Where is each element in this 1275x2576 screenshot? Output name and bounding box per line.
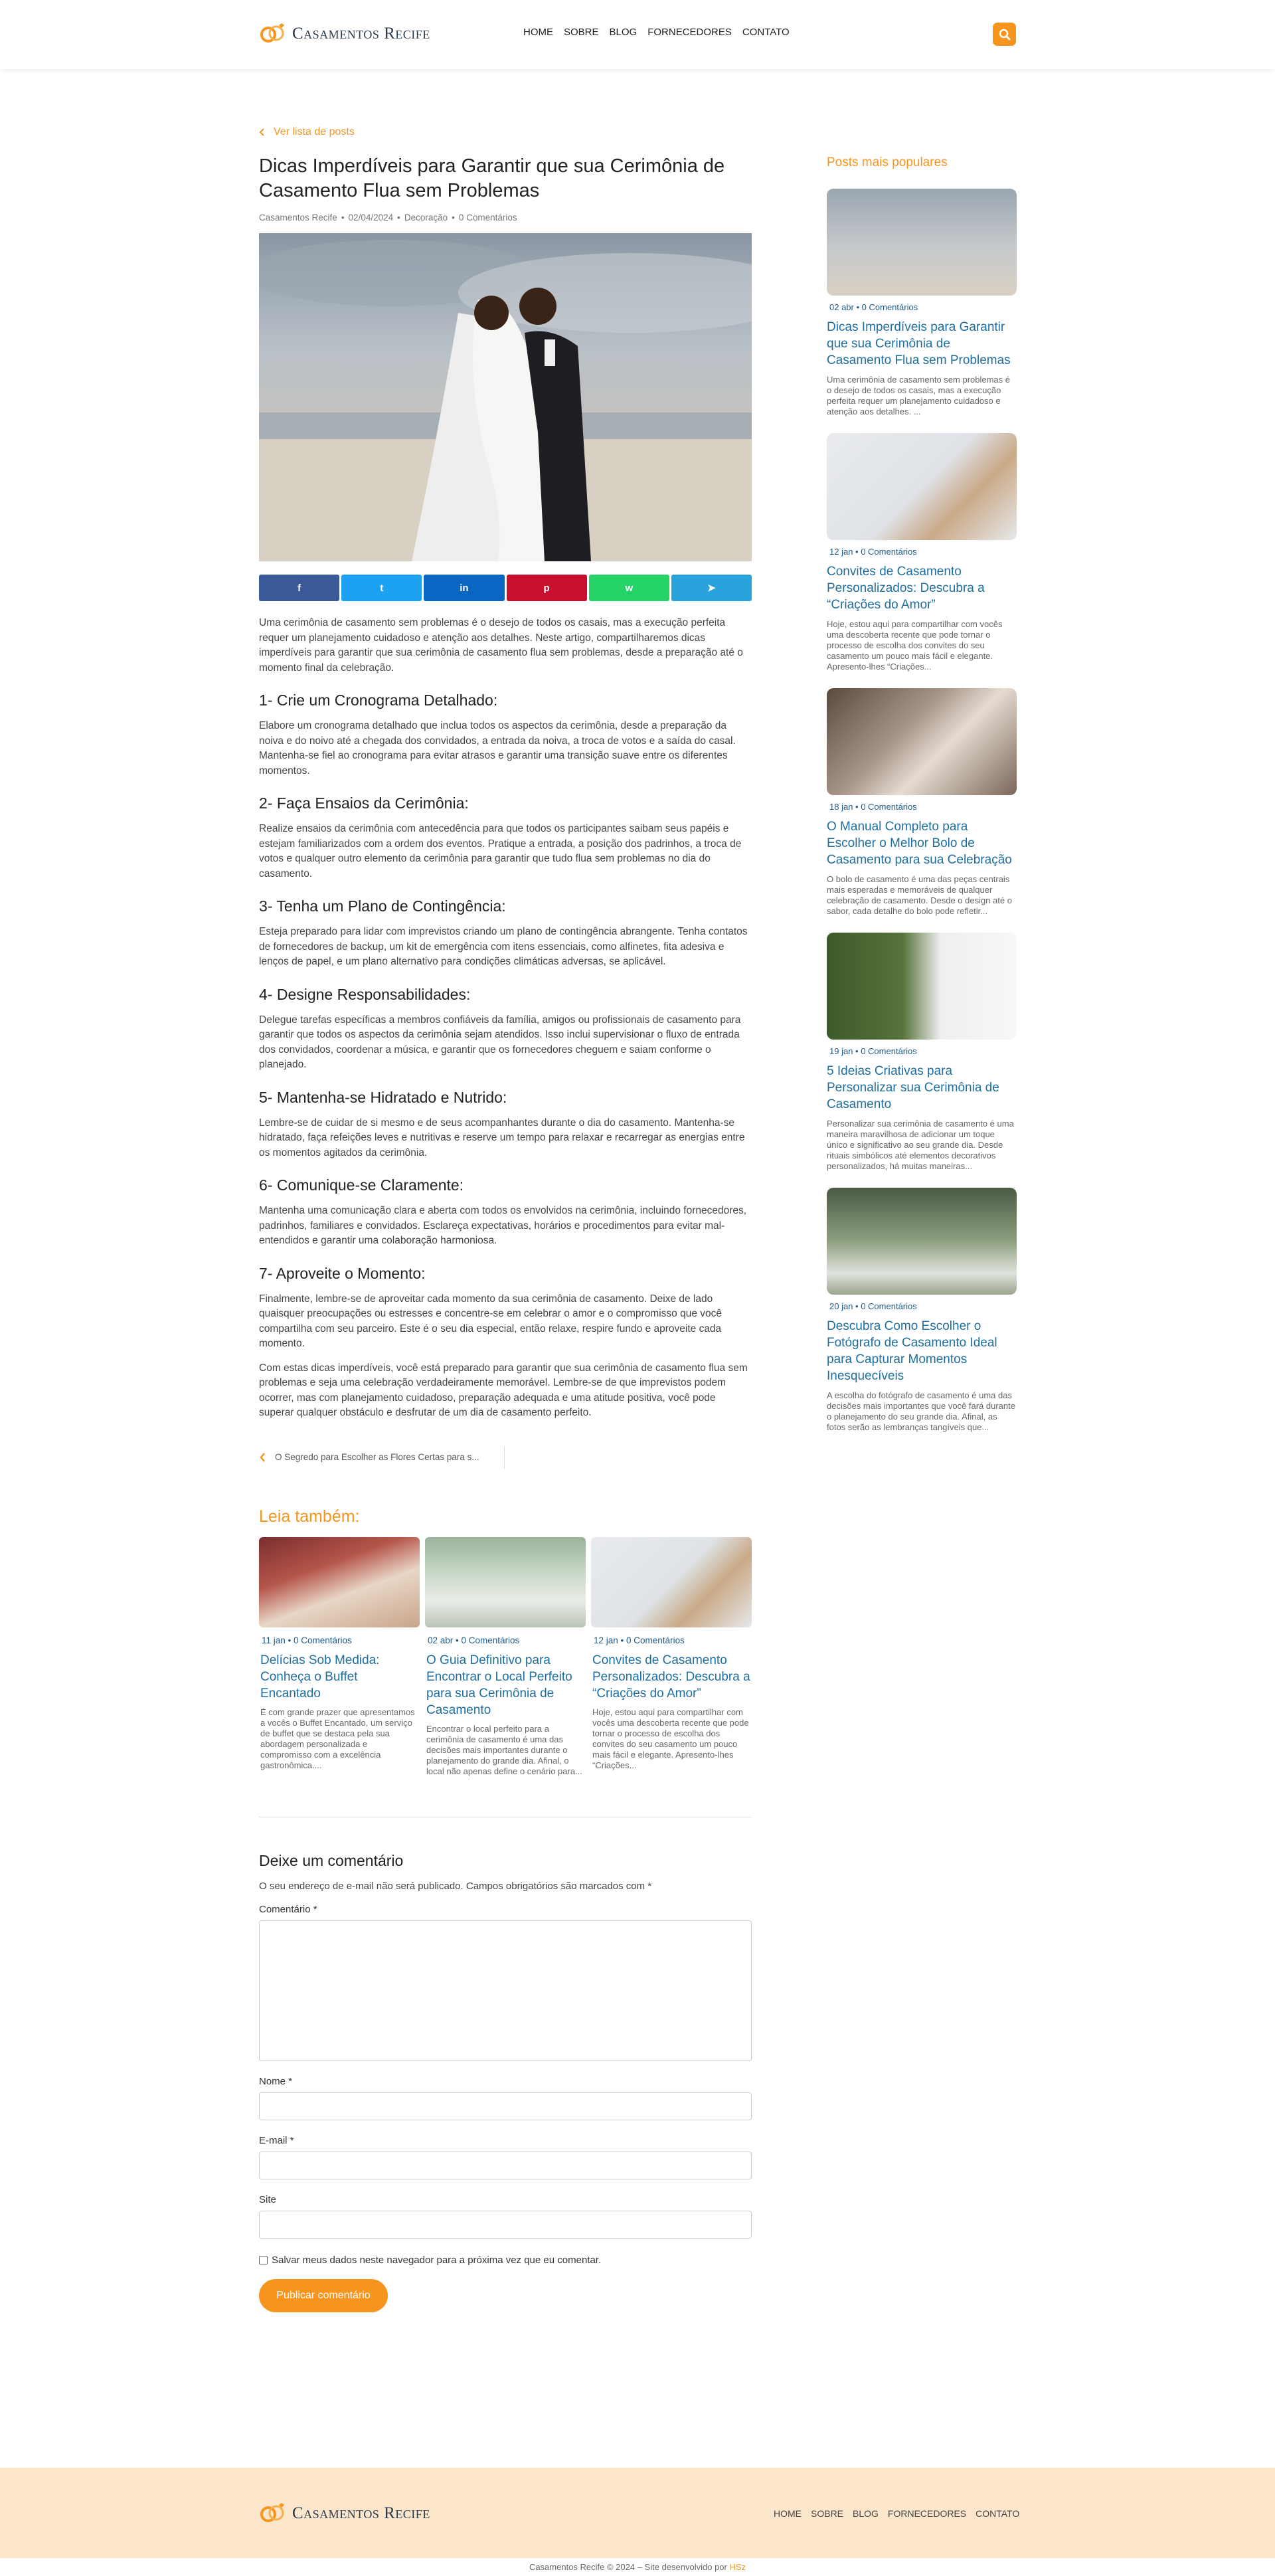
section-heading: 6- Comunique-se Claramente: bbox=[259, 1176, 464, 1194]
popular-post-meta bbox=[827, 802, 1017, 812]
share-facebook-button[interactable] bbox=[259, 575, 339, 601]
section-heading: 7- Aproveite o Momento: bbox=[259, 1264, 426, 1282]
related-post-excerpt: É com grande prazer que apresentamos a vocês o Buffet Encantado, um serviço de buffet que se destaca pela sua abordagem personalizada e compromisso com a excelência gastronômica.... bbox=[260, 1706, 415, 1770]
section-text: Mantenha uma comunicação clara e aberta com todos os envolvidos na cerimônia, incluindo fornecedores, padrinhos, familiares e convidados. Esclareça expectativas, horários e procedimentos para evitar mal-entendidos e garantir uma colaboração harmoniosa. bbox=[259, 1205, 747, 1246]
share-twitter-button[interactable] bbox=[341, 575, 422, 601]
popular-post-meta bbox=[827, 302, 1017, 312]
share-buttons bbox=[259, 575, 752, 601]
post-date: 02/04/2024 bbox=[348, 213, 394, 223]
popular-post-image[interactable] bbox=[827, 688, 1017, 795]
related-post-comments[interactable]: 0 Comentários bbox=[294, 1635, 352, 1645]
name-label: Nome * bbox=[259, 2075, 293, 2087]
post-content bbox=[259, 126, 752, 2312]
meta-separator: • bbox=[853, 1301, 861, 1311]
related-post-date: 12 jan bbox=[594, 1635, 618, 1645]
related-post-excerpt: Hoje, estou aqui para compartilhar com vocês uma descoberta recente que pode tornar o processo de escolha dos convites do seu casamento um pouco mais fácil e elegante. Apresento-lhes “Criações... bbox=[592, 1706, 749, 1770]
popular-post-meta bbox=[827, 1301, 1017, 1311]
popular-post-excerpt: A escolha do fotógrafo de casamento é uma das decisões mais importantes que você fará durante o planejamento do seu grande dia. Afinal, as fotos serão as lembranças tangíveis que... bbox=[827, 1390, 1015, 1432]
post-meta bbox=[259, 213, 752, 223]
footer-logo[interactable] bbox=[259, 2502, 430, 2525]
share-telegram-button[interactable] bbox=[671, 575, 752, 601]
related-post-meta bbox=[259, 1635, 420, 1645]
site-logo[interactable] bbox=[259, 23, 430, 45]
popular-posts-list bbox=[827, 189, 1017, 1433]
meta-separator: • bbox=[452, 213, 455, 223]
nav-blog[interactable]: BLOG bbox=[609, 27, 638, 38]
save-data-label: Salvar meus dados neste navegador para a próxima vez que eu comentar. bbox=[272, 2254, 602, 2266]
telegram-icon: ➤ bbox=[707, 583, 716, 594]
whatsapp-icon: w bbox=[625, 582, 634, 594]
section-text: Esteja preparado para lidar com imprevistos criando um plano de contingência abrangente. Tenha contatos de fornecedores de backup, um kit de emergência com itens essenciais, como alfinetes, fita adesiva e lenços de papel, e um plano alternativo para condições climáticas adversas, se aplicável. bbox=[259, 926, 748, 967]
related-post-title[interactable]: Convites de Casamento Personalizados: Descubra a “Criações do Amor” bbox=[592, 1653, 750, 1701]
name-field[interactable] bbox=[259, 2092, 752, 2120]
site-label: Site bbox=[259, 2193, 276, 2205]
post-intro: Uma cerimônia de casamento sem problemas é o desejo de todos os casais, mas a execução perfeita requer um planejamento cuidadoso e atenção aos detalhes. Neste artigo, compartilharemos dicas imperdíveis para garantir que sua cerimônia de casamento flua sem problemas, desde a preparação até o momento final da celebração. bbox=[259, 617, 743, 674]
popular-post-excerpt: Personalizar sua cerimônia de casamento é uma maneira maravilhosa de adicionar um toque único e significativo ao seu grande dia. Desde rituais simbólicos até elementos decorativos personalizados, há muitas maneiras... bbox=[827, 1119, 1014, 1171]
related-post-excerpt: Encontrar o local perfeito para a cerimônia de casamento é uma das decisões mais importantes durante o planejamento do grande dia. Afinal, o local não apenas define o cenário para... bbox=[426, 1723, 582, 1776]
submit-comment-button[interactable]: Publicar comentário bbox=[259, 2279, 388, 2312]
footer-nav-contato[interactable]: CONTATO bbox=[976, 2508, 1020, 2519]
copyright bbox=[0, 2558, 1275, 2576]
related-post-title[interactable]: Delícias Sob Medida: Conheça o Buffet Encantado bbox=[260, 1653, 380, 1701]
post-closing: Com estas dicas imperdíveis, você está preparado para garantir que sua cerimônia de casamento flua sem problemas e seja uma celebração verdadeiramente memorável. Lembre-se de que imprevistos podem ocorrer, mas com planejamento cuidadoso, preparação adequada e uma atitude positiva, você pode superar qualquer obstáculo e desfrutar de um dia de casamento perfeito. bbox=[259, 1362, 748, 1418]
post-category[interactable]: Decoração bbox=[404, 213, 448, 223]
meta-separator: • bbox=[853, 1046, 861, 1056]
pinterest-icon: p bbox=[543, 582, 550, 594]
related-heading: Leia também: bbox=[259, 1507, 360, 1526]
comment-label: Comentário * bbox=[259, 1903, 317, 1915]
related-post-image[interactable] bbox=[425, 1537, 586, 1627]
footer-nav-fornecedores[interactable]: FORNECEDORES bbox=[887, 2508, 967, 2519]
comment-heading: Deixe um comentário bbox=[259, 1851, 404, 1869]
chevron-left-icon bbox=[259, 128, 264, 136]
logo-text: Casamentos Recife bbox=[292, 25, 430, 43]
popular-post-title[interactable]: 5 Ideias Criativas para Personalizar sua Cerimônia de Casamento bbox=[827, 1064, 999, 1111]
meta-separator: • bbox=[853, 547, 861, 557]
email-field[interactable] bbox=[259, 2152, 752, 2179]
popular-post-excerpt: Hoje, estou aqui para compartilhar com vocês uma descoberta recente que pode tornar o processo de escolha dos convites do seu casamento um pouco mais fácil e elegante. Apresento-lhes “Criações... bbox=[827, 619, 1003, 672]
post-hero-image bbox=[259, 233, 752, 561]
section-text: Lembre-se de cuidar de si mesmo e de seus acompanhantes durante o dia do casamento. Mantenha-se hidratado, faça refeições leves e nutritivas e reserve um tempo para relaxar e recarregar as energias entre os momentos agitados da cerimônia. bbox=[259, 1117, 745, 1158]
popular-post-date: 20 jan bbox=[829, 1301, 853, 1311]
meta-separator: • bbox=[341, 213, 345, 223]
popular-post-date: 19 jan bbox=[829, 1046, 853, 1056]
related-post-title[interactable]: O Guia Definitivo para Encontrar o Local Perfeito para sua Cerimônia de Casamento bbox=[426, 1653, 572, 1717]
section-text: Finalmente, lembre-se de aproveitar cada momento da sua cerimônia de casamento. Deixe de lado quaisquer preocupações ou estresses e concentre-se em celebrar o amor e o compromisso que você compartilha com seu parceiro. Este é o seu dia especial, então relaxe, respire fundo e aproveite cada momento. bbox=[259, 1293, 722, 1349]
section-heading: 4- Designe Responsabilidades: bbox=[259, 985, 471, 1003]
nav-home[interactable]: HOME bbox=[523, 27, 553, 38]
popular-post-image[interactable] bbox=[827, 933, 1017, 1040]
footer-nav bbox=[774, 2508, 1019, 2519]
meta-separator: • bbox=[853, 302, 862, 312]
popular-post-comments[interactable]: 0 Comentários bbox=[861, 1301, 917, 1311]
popular-post-comments[interactable]: 0 Comentários bbox=[861, 1046, 917, 1056]
related-post-comments[interactable]: 0 Comentários bbox=[461, 1635, 520, 1645]
popular-post-card[interactable] bbox=[827, 433, 1017, 672]
related-post-image[interactable] bbox=[591, 1537, 752, 1627]
popular-post-comments[interactable]: 0 Comentários bbox=[861, 302, 918, 312]
meta-separator: • bbox=[285, 1635, 294, 1645]
email-label: E-mail * bbox=[259, 2134, 294, 2146]
back-to-posts-link[interactable] bbox=[259, 126, 752, 138]
post-comments-count[interactable]: 0 Comentários bbox=[458, 213, 517, 223]
meta-separator: • bbox=[397, 213, 400, 223]
popular-post-comments[interactable]: 0 Comentários bbox=[861, 547, 917, 557]
copyright-text: Casamentos Recife © 2024 – Site desenvolvido por bbox=[529, 2562, 727, 2572]
popular-post-date: 18 jan bbox=[829, 802, 853, 812]
popular-post-meta bbox=[827, 547, 1017, 557]
save-data-checkbox[interactable] bbox=[259, 2256, 268, 2264]
share-linkedin-button[interactable] bbox=[424, 575, 504, 601]
popular-post-title[interactable]: Descubra Como Escolher o Fotógrafo de Casamento Ideal para Capturar Momentos Inesquecíveis bbox=[827, 1319, 997, 1383]
related-post-date: 11 jan bbox=[262, 1635, 286, 1645]
related-post-card[interactable] bbox=[259, 1537, 420, 1777]
footer-nav-blog[interactable]: BLOG bbox=[853, 2508, 879, 2519]
popular-post-image[interactable] bbox=[827, 189, 1017, 296]
footer-nav-home[interactable]: HOME bbox=[774, 2508, 802, 2519]
facebook-icon: f bbox=[298, 582, 301, 594]
search-icon bbox=[999, 29, 1011, 41]
popular-post-image[interactable] bbox=[827, 1188, 1017, 1295]
related-post-card[interactable] bbox=[425, 1537, 586, 1777]
wedding-couple-beach-image bbox=[259, 233, 752, 561]
popular-post-title[interactable]: Convites de Casamento Personalizados: Descubra a “Criações do Amor” bbox=[827, 565, 985, 612]
related-post-card[interactable] bbox=[591, 1537, 752, 1777]
nav-fornecedores[interactable]: FORNECEDORES bbox=[647, 27, 732, 38]
main-nav bbox=[523, 27, 790, 38]
search-button[interactable] bbox=[993, 23, 1016, 46]
save-data-row bbox=[259, 2254, 752, 2266]
popular-post-title[interactable]: O Manual Completo para Escolher o Melhor Bolo de Casamento para sua Celebração bbox=[827, 820, 1012, 867]
post-author[interactable]: Casamentos Recife bbox=[259, 213, 337, 223]
nav-sobre[interactable]: SOBRE bbox=[564, 27, 599, 38]
meta-separator: • bbox=[618, 1635, 627, 1645]
related-post-meta bbox=[591, 1635, 752, 1645]
post-sections bbox=[259, 691, 752, 1352]
popular-post-date: 12 jan bbox=[829, 547, 853, 557]
footer-nav-sobre[interactable]: SOBRE bbox=[811, 2508, 844, 2519]
share-pinterest-button[interactable] bbox=[507, 575, 587, 601]
rings-logo-icon bbox=[259, 2502, 287, 2525]
twitter-icon: t bbox=[380, 582, 384, 594]
previous-post-link[interactable] bbox=[259, 1446, 505, 1469]
nav-contato[interactable]: CONTATO bbox=[742, 27, 790, 38]
footer-logo-text: Casamentos Recife bbox=[292, 2504, 430, 2522]
meta-separator: • bbox=[853, 802, 861, 812]
related-post-date: 02 abr bbox=[428, 1635, 454, 1645]
related-post-meta bbox=[425, 1635, 586, 1645]
post-title: Dicas Imperdíveis para Garantir que sua Cerimônia de Casamento Flua sem Problemas bbox=[259, 155, 725, 201]
site-header bbox=[0, 0, 1275, 69]
section-heading: 3- Tenha um Plano de Contingência: bbox=[259, 897, 506, 915]
developer-link[interactable]: HSz bbox=[729, 2562, 746, 2572]
popular-post-card[interactable] bbox=[827, 189, 1017, 417]
back-link-label: Ver lista de posts bbox=[274, 126, 355, 138]
popular-post-card[interactable] bbox=[827, 1188, 1017, 1433]
previous-post-title: O Segredo para Escolher as Flores Certas para s... bbox=[275, 1452, 479, 1462]
popular-post-excerpt: O bolo de casamento é uma das peças centrais mais esperadas e memoráveis de qualquer celebração de casamento. Desde o design até o sabor, cada detalhe do bolo pode refletir... bbox=[827, 874, 1012, 916]
section-heading: 5- Mantenha-se Hidratado e Nutrido: bbox=[259, 1088, 507, 1106]
section-text: Delegue tarefas específicas a membros confiáveis da família, amigos ou profissionais de casamento para garantir que todos os aspectos da cerimônia sejam atendidos. Isso inclui supervisionar o fluxo de entrada dos convidados, coordenar a música, e garantir que os fornecedores cheguem e saiam conforme o planejado. bbox=[259, 1014, 741, 1070]
linkedin-icon: in bbox=[460, 582, 469, 594]
sidebar-heading: Posts mais populares bbox=[827, 155, 948, 169]
site-footer bbox=[0, 2468, 1275, 2558]
section-heading: 1- Crie um Cronograma Detalhado: bbox=[259, 691, 498, 709]
sidebar bbox=[827, 155, 1017, 1433]
related-posts bbox=[259, 1537, 752, 1777]
popular-post-card[interactable] bbox=[827, 688, 1017, 917]
popular-post-image[interactable] bbox=[827, 433, 1017, 540]
popular-post-date: 02 abr bbox=[829, 302, 854, 312]
section-text: Elabore um cronograma detalhado que inclua todos os aspectos da cerimônia, desde a preparação da noiva e do noivo até a chegada dos convidados, a entrada da noiva, a troca de votos e a saída do casal. Mantenha-se fiel ao cronograma para evitar atrasos e garantir uma transição suave entre os diferentes momentos. bbox=[259, 720, 736, 777]
share-whatsapp-button[interactable] bbox=[589, 575, 669, 601]
section-heading: 2- Faça Ensaios da Cerimônia: bbox=[259, 794, 469, 812]
chevron-left-icon bbox=[259, 1452, 266, 1463]
comment-textarea[interactable] bbox=[259, 1920, 752, 2061]
popular-post-title[interactable]: Dicas Imperdíveis para Garantir que sua Cerimônia de Casamento Flua sem Problemas bbox=[827, 320, 1011, 367]
site-field[interactable] bbox=[259, 2211, 752, 2239]
related-post-comments[interactable]: 0 Comentários bbox=[626, 1635, 685, 1645]
popular-post-excerpt: Uma cerimônia de casamento sem problemas é o desejo de todos os casais, mas a execução perfeita requer um planejamento cuidadoso e atenção aos detalhes. ... bbox=[827, 375, 1011, 416]
meta-separator: • bbox=[453, 1635, 462, 1645]
popular-post-meta bbox=[827, 1046, 1017, 1056]
rings-logo-icon bbox=[259, 23, 287, 45]
popular-post-comments[interactable]: 0 Comentários bbox=[861, 802, 917, 812]
section-text: Realize ensaios da cerimônia com antecedência para que todos os participantes saibam seus papéis e estejam familiarizados com a ordem dos eventos. Pratique a entrada, a posição dos padrinhos, a troca de votos e qualquer outro elemento da cerimônia para garantir que tudo flua sem problemas no dia do casamento. bbox=[259, 823, 742, 879]
comment-note: O seu endereço de e-mail não será publicado. Campos obrigatórios são marcados com * bbox=[259, 1880, 652, 1892]
related-post-image[interactable] bbox=[259, 1537, 420, 1627]
popular-post-card[interactable] bbox=[827, 933, 1017, 1172]
